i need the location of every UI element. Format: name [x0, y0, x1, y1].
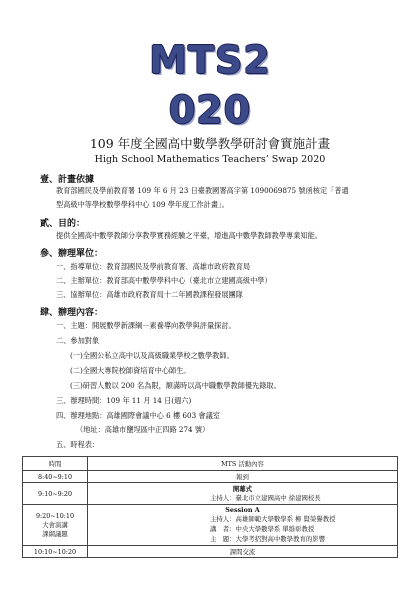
section-text: 一、指導單位：教育部國民及學前教育署、高雄市政府教育局 — [56, 262, 251, 271]
table-row — [23, 505, 398, 546]
schedule-title: 課間交流 — [88, 546, 398, 558]
table-row — [23, 471, 398, 483]
document-title-zh: 109 年度全國高中數學教學研討會實施計畫 — [89, 136, 331, 151]
schedule-cell — [88, 483, 398, 505]
section-text: 提供全國高中數學教師分享教學實務經驗之平臺，增進高中數學教師教學專業知能。 — [56, 231, 322, 240]
section-text: 教育部國民及學前教育署 109 年 6 月 23 日臺教國署高字第 1090069875 號函核定「普通 — [56, 186, 349, 195]
section-text: （地址：高雄市鹽埕區中正四路 274 號） — [76, 425, 210, 434]
section-heading-basis: 壹、計畫依據 — [40, 175, 95, 185]
section-text: 三、協辦單位：高雄市政府教育局十二年國教課程發展團隊 — [56, 290, 243, 299]
section-text: (一)全國公私立高中以及高級職業學校之數學教師。 — [70, 351, 234, 360]
table-row — [23, 546, 398, 558]
table-row — [23, 483, 398, 505]
document-title-en: High School Mathematics Teachers’ Swap 2020 — [94, 154, 326, 165]
schedule-time: 8:40~9:10 — [23, 471, 88, 483]
schedule-detail: 講 者：中央大學數學系 單維彰教授 — [210, 525, 315, 533]
section-text: 四、辦理地點：高雄國際會議中心 6 樓 603 會議室 — [56, 411, 220, 420]
section-text: (三)研習人數以 200 名為限，額滿時以高中職數學教師優先錄取。 — [70, 381, 281, 390]
schedule-cell — [88, 505, 398, 546]
schedule-title: 報到 — [88, 471, 398, 483]
schedule-time: 10:10~10:20 — [23, 546, 88, 558]
schedule-time-note: 課網議題 — [42, 530, 68, 538]
schedule-detail: 主 題：大學考招對高中數學教育的影響 — [210, 535, 326, 543]
logo-line-1: MTS2 — [149, 38, 271, 82]
table-header-row — [23, 457, 398, 471]
schedule-detail: 主持人：高雄師範大學數學系 柳 賢榮譽教授 — [210, 515, 336, 523]
section-text: 二、參加對象 — [56, 336, 100, 345]
section-text: 五、時程表： — [56, 440, 100, 449]
logo-line-2: 020 — [168, 88, 252, 132]
section-text: 一、主題：開展數學新課綱－素養導向教學與評量探討。 — [56, 321, 236, 330]
section-text: 二、主辦單位：教育部高中數學學科中心（臺北市立建國高級中學） — [56, 276, 272, 285]
schedule-time: 9:10~9:20 — [23, 483, 88, 505]
schedule-detail: 主持人：臺北市立建國高中 徐建國校長 — [210, 494, 321, 502]
section-text: (二)全國大專院校師資培育中心師生。 — [70, 366, 191, 375]
schedule-time-cell — [23, 505, 88, 546]
section-text: 三、辦理時間：109 年 11 月 14 日(週六) — [56, 396, 192, 405]
table-header-time: 時間 — [23, 457, 88, 471]
schedule-title: Session A — [225, 506, 260, 514]
schedule-time-note: 大會演講 — [42, 521, 68, 529]
section-heading-content: 肆、辦理內容： — [40, 308, 104, 318]
schedule-time: 9:20~10:10 — [35, 512, 75, 520]
schedule-title: 開幕式 — [232, 485, 253, 493]
section-heading-purpose: 貳、目的： — [40, 219, 86, 229]
section-heading-organizers: 參、辦理單位： — [40, 249, 104, 259]
schedule-table — [22, 456, 398, 558]
table-header-content: MTS 活動內容 — [88, 457, 398, 471]
section-text: 型高級中等學校數學學科中心 109 學年度工作計畫」。 — [56, 200, 229, 209]
